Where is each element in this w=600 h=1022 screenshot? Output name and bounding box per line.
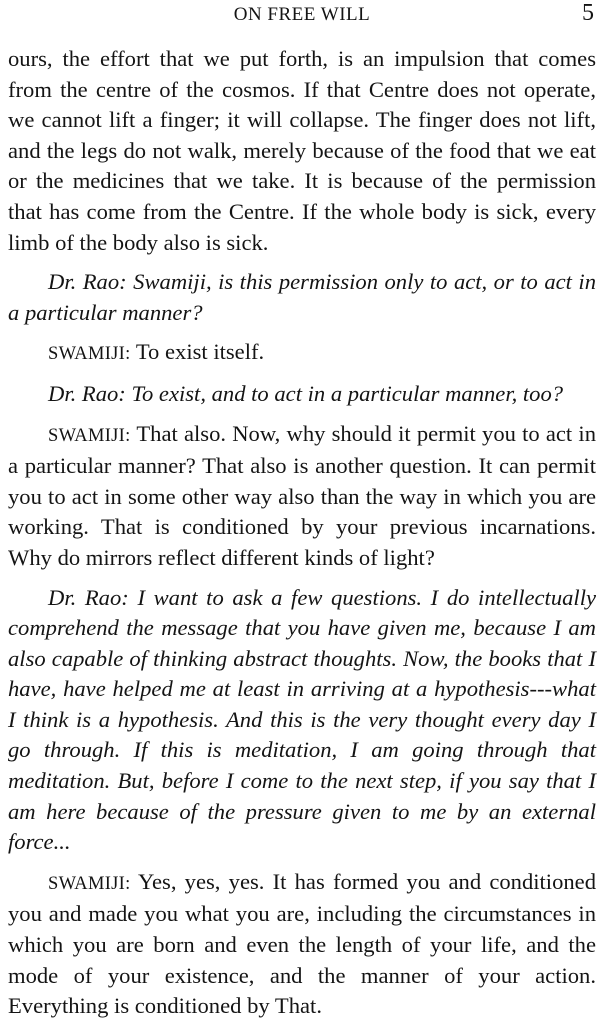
question-paragraph xyxy=(8,379,596,410)
question-paragraph xyxy=(8,583,596,858)
answer-text: To exist itself. xyxy=(135,339,265,365)
speaker-label: Dr. Rao: xyxy=(48,584,129,610)
speaker-label: SWAMIJI: xyxy=(48,873,131,894)
answer-paragraph xyxy=(8,419,596,574)
answer-paragraph xyxy=(8,867,596,1022)
question-paragraph xyxy=(8,267,596,328)
answer-text: That also. Now, why should it permit you to act in a particular manner? That also is another question. It can permit you to act in some other way also than the way in which you are working. That is conditioned by your previous incarnations. Why do mirrors reflect different kinds of light? xyxy=(8,420,596,570)
running-head xyxy=(8,0,596,40)
speaker-label: SWAMIJI: xyxy=(48,344,131,365)
paragraph-continuation xyxy=(8,44,596,258)
running-title: ON FREE WILL xyxy=(233,4,371,25)
speaker-label: SWAMIJI: xyxy=(48,425,131,446)
question-text: To exist, and to act in a particular manner, too? xyxy=(131,380,564,406)
question-text: I want to ask a few questions. I do intellectually comprehend the message that you have given me, because I am also capable of thinking abstract thoughts. Now, the books that I have, have helped me at least in arriving at a hypothesis---what I think is a hypothesis. And this is the very thought every day I go through. If this is meditation, I am going through that meditation. But, before I come to the next step, if you say that I am here because of the pressure given to me by an external force... xyxy=(8,584,597,855)
answer-text: Yes, yes, yes. It has formed you and conditioned you and made you what you are, including the circumstances in which you are born and even the length of your life, and the mode of your existence, and the manner of your action. Everything is conditioned by That. xyxy=(8,868,596,1019)
question-text: Swamiji, is this permission only to act, or to act in a particular manner? xyxy=(8,269,596,325)
speaker-label: Dr. Rao: xyxy=(48,380,126,406)
book-page xyxy=(8,0,596,1019)
speaker-label: Dr. Rao: xyxy=(48,269,127,295)
answer-paragraph xyxy=(8,337,596,370)
paragraph-text: ours, the effort that we put forth, is an impulsion that comes from the centre of the cosmos. If that Centre does not operate, we cannot lift a finger; it will collapse. The finger does not lift, and the legs do not walk, merely because of the food that we eat or the medicines that we take. It is because of the permission that has come from the Centre. If the whole body is sick, every limb of the body also is sick. xyxy=(8,46,596,255)
page-number: 5 xyxy=(582,0,594,26)
